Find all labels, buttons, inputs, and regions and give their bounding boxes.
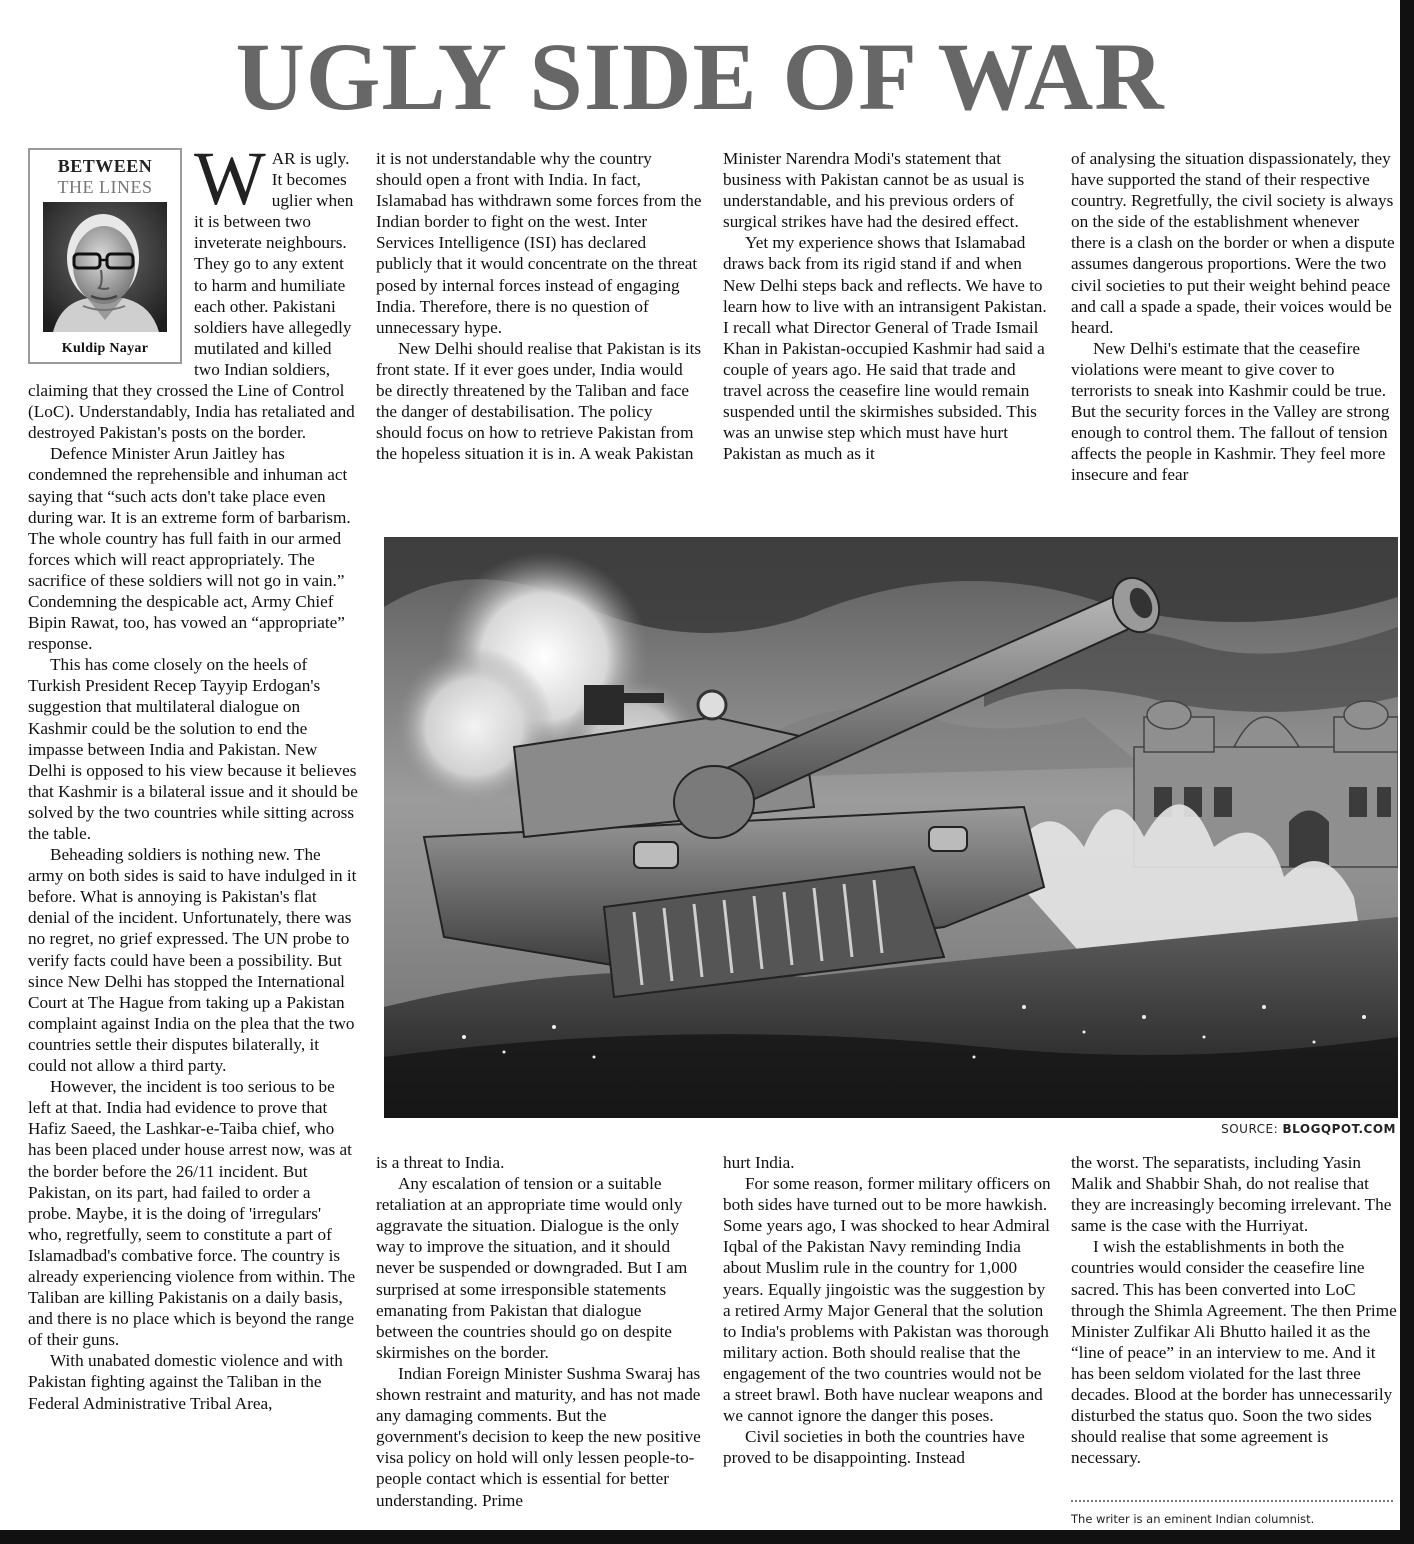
paragraph: This has come closely on the heels of Turkish President Recep Tayyip Erdogan's suggestion that multilateral dialogue on Kashmir could be the solution to end the impasse between India and Pakistan. New Delhi is opposed to his view because it believes that Kashmir is a bilateral issue and it should be solved by the two countries while sitting across the table.	[28, 655, 358, 843]
paragraph: hurt India.	[723, 1153, 795, 1172]
paragraph: Any escalation of tension or a suitable retaliation at an appropriate time would only aggravate the situation. Dialogue is the only way to improve the situation, and it should never be suspended or downgraded. But I am surprised at some irresponsible statements emanating from Pakistan that dialogue between the countries should go on despite skirmishes on the border.	[376, 1174, 688, 1362]
column-1	[28, 148, 358, 1528]
paragraph: of analysing the situation dispassionately, they have supported the stand of their respective country. Regretfully, the civil society is always on the side of the establishment whenever there is a clash on the border or when a dispute assumes dangerous proportions. Were the two civil societies to put their weight behind peace and call a spade a spade, their voices would be heard.	[1071, 149, 1395, 337]
column-section-title: BETWEEN	[57, 156, 153, 176]
war-tank-illustration	[384, 537, 1398, 1118]
image-source-value: BLOGQPOT.COM	[1282, 1122, 1396, 1136]
drop-cap: W	[194, 148, 266, 221]
image-source-label: SOURCE:	[1221, 1122, 1279, 1136]
column-section-subtitle: THE LINES	[57, 177, 153, 197]
paragraph: New Delhi should realise that Pakistan is its front state. If it ever goes under, India would be directly threatened by the Taliban and face the danger of destabilisation. The policy should focus on how to retrieve Pakistan from the hopeless situation it is in. A weak Pakistan	[376, 338, 702, 464]
paragraph: Yet my experience shows that Islamabad draws back from its rigid stand if and when New Delhi steps back and reflects. We have to learn how to live with an intransigent Pakistan. I recall what Director General of Trade Ismail Khan in Pakistan-occupied Kashmir had said a couple of years ago. He said that trade and travel across the ceasefire line would remain suspended until the skirmishes subsided. This was an unwise step which must have hurt Pakistan as much as it	[723, 233, 1047, 464]
headline: UGLY SIDE OF WAR	[235, 23, 1165, 130]
footer-divider	[1071, 1500, 1393, 1502]
page-border-right	[1400, 0, 1414, 1544]
paragraph: For some reason, former military officers on both sides have turned out to be more hawkish. Some years ago, I was shocked to hear Admiral Iqbal of the Pakistan Navy reminding India about Muslim rule in the country for 1,000 years. Equally jingoistic was the suggestion by a retired Army Major General that the solution to India's problems with Pakistan was thorough military action. Both should realise that the engagement of the two countries would not be a street brawl. Both have nuclear weapons and we cannot ignore the danger this poses.	[723, 1174, 1051, 1426]
paragraph: Minister Narendra Modi's statement that business with Pakistan cannot be as usual is understandable, and his previous orders of surgical strikes have had the desired effect.	[723, 149, 1025, 232]
paragraph: With unabated domestic violence and with Pakistan fighting against the Taliban in the Federal Administrative Tribal Area,	[28, 1351, 343, 1413]
paragraph: Beheading soldiers is nothing new. The army on both sides is said to have indulged in it before. What is annoying is Pakistan's flat denial of the incident. Unfortunately, there was no regret, no grief expressed. The UN probe to verify facts could have been a possibility. But since New Delhi has stopped the International Court at The Hague from taking up a Pakistan complaint against India on the plea that the two countries settle their disputes bilaterally, it could not allow a third party.	[28, 845, 357, 1076]
page-border-bottom	[0, 1530, 1414, 1544]
column-4-top	[1071, 148, 1397, 508]
column-2-bottom	[376, 1152, 702, 1528]
paragraph: However, the incident is too serious to be left at that. India had evidence to prove that Hafiz Saeed, the Lashkar-e-Taiba chief, who has been placed under house arrest now, was at the border before the 26/11 incident. But Pakistan, on its part, had failed to order a probe. Maybe, it is the doing of 'irregulars' who, regretfully, seem to constitute a part of Islamadbad's combative force. The country is already experiencing violence from within. The Taliban are killing Pakistanis on a daily basis, and there is no place which is beyond the range of their guns.	[28, 1077, 356, 1350]
paragraph: is a threat to India.	[376, 1153, 505, 1172]
paragraph: the worst. The separatists, including Yasin Malik and Shabbir Shah, do not realise that they are increasingly becoming irrelevant. The same is the case with the Hurriyat.	[1071, 1153, 1392, 1236]
paragraph: New Delhi's estimate that the ceasefire violations were meant to give cover to terrorists to sneak into Kashmir could be true. But the security forces in the Valley are strong enough to control them. The fallout of tension affects the people in Kashmir. They feel more insecure and fear	[1071, 338, 1390, 485]
paragraph: AR is ugly. It becomes uglier when it is between two inveterate neighbours. They go to any extent to harm and humiliate each other. Pakistani soldiers have allegedly mutilated and killed two Indian soldiers, claiming that they crossed the Line of Control (LoC). Understandably, India has retaliated and destroyed Pakistan's posts on the border.	[28, 149, 355, 443]
column-2-top	[376, 148, 702, 508]
column-4-bottom	[1071, 1152, 1397, 1492]
columnist-box	[28, 148, 182, 364]
paragraph: Defence Minister Arun Jaitley has condemned the reprehensible and inhuman act saying that “such acts don't take place even during war. It is an extreme form of barbarism. The whole country has full faith in our armed forces which will react appropriately. The sacrifice of these soldiers will not go in vain.” Condemning the despicable act, Army Chief Bipin Rawat, too, has vowed an “appropriate” response.	[28, 444, 351, 654]
writer-note: The writer is an eminent Indian columnist.	[1071, 1512, 1315, 1526]
paragraph: I wish the establishments in both the countries would consider the ceasefire line sacred. This has been converted into LoC through the Shimla Agreement. The then Prime Minister Zulfikar Ali Bhutto hailed it as the “line of peace” in an interview to me. And it has been seldom violated for the last three decades. Blood at the border has unnecessarily disturbed the status quo. Soon the two sides should realise that some agreement is necessary.	[1071, 1237, 1397, 1468]
paragraph: it is not understandable why the country should open a front with India. In fact, Islamabad has withdrawn some forces from the Indian border to fight on the west. Inter Services Intelligence (ISI) has declared publicly that it would concentrate on the threat posed by internal forces instead of engaging India. Therefore, there is no question of unnecessary hype.	[376, 149, 702, 337]
author-portrait	[43, 202, 167, 332]
column-3-top	[723, 148, 1053, 508]
image-source-credit	[1221, 1122, 1396, 1136]
paragraph: Civil societies in both the countries have proved to be disappointing. Instead	[723, 1427, 1025, 1468]
paragraph: Indian Foreign Minister Sushma Swaraj has shown restraint and maturity, and has not made any damaging comments. But the government's decision to keep the new positive visa policy on hold will only lessen people-to-people contact which is essential for better understanding. Prime	[376, 1363, 701, 1510]
author-name: Kuldip Nayar	[61, 341, 149, 356]
column-3-bottom	[723, 1152, 1053, 1528]
